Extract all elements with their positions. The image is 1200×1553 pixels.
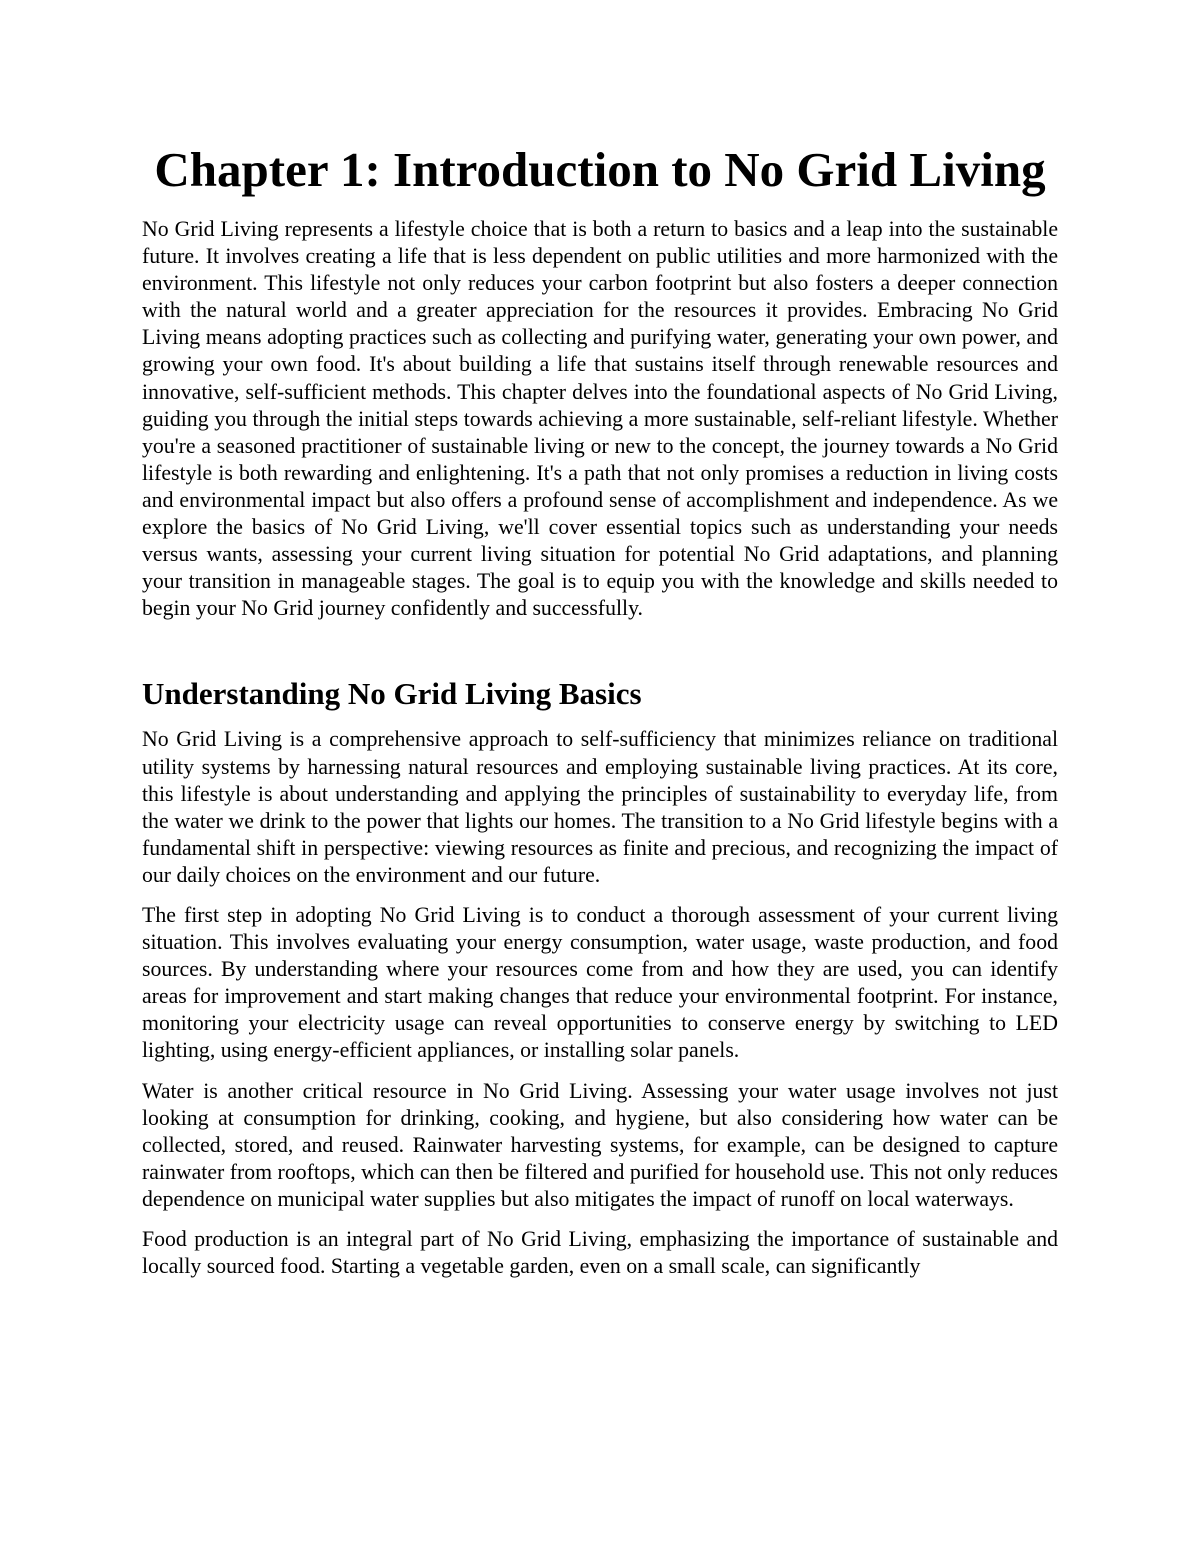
document-page [142,140,1058,1293]
section-heading: Understanding No Grid Living Basics [142,676,642,712]
section-paragraph-3: Water is another critical resource in No Grid Living. Assessing your water usage involves not just looking at consumption for drinking, cooking, and hygiene, but also considering how water can be collected, stored, and reused. Rainwater harvesting systems, for example, can be designed to capture rainwater from rooftops, which can then be filtered and purified for household use. This not only reduces dependence on municipal water supplies but also mitigates the impact of runoff on local waterways. [142,1078,1059,1211]
section-paragraph-4: Food production is an integral part of No Grid Living, emphasizing the importance of sustainable and locally sourced food. Starting a vegetable garden, even on a small scale, can significantly [142,1227,1058,1279]
section-paragraph-1: No Grid Living is a comprehensive approach to self-sufficiency that minimizes reliance on traditional utility systems by harnessing natural resources and employing sustainable living practices. At its core, this lifestyle is about understanding and applying the principles of sustainability to everyday life, from the water we drink to the power that lights our homes. The transition to a No Grid lifestyle begins with a fundamental shift in perspective: viewing resources as finite and precious, and recognizing the impact of our daily choices on the environment and our future. [142,727,1058,887]
chapter-title: Chapter 1: Introduction to No Grid Living [154,142,1046,197]
section-paragraph-2: The first step in adopting No Grid Living is to conduct a thorough assessment of your current living situation. This involves evaluating your energy consumption, water usage, waste production, and food sources. By understanding where your resources come from and how they are used, you can identify areas for improvement and start making changes that reduce your environmental footprint. For instance, monitoring your electricity usage can reveal opportunities to conserve energy by switching to LED lighting, using energy-efficient appliances, or installing solar panels. [142,902,1058,1063]
chapter-intro-paragraph: No Grid Living represents a lifestyle choice that is both a return to basics and a leap into the sustainable future. It involves creating a life that is less dependent on public utilities and more harmonized with the environment. This lifestyle not only reduces your carbon footprint but also fosters a deeper connection with the natural world and a greater appreciation for the resources it provides. Embracing No Grid Living means adopting practices such as collecting and purifying water, generating your own power, and growing your own food. It's about building a life that sustains itself through renewable resources and innovative, self-sufficient methods. This chapter delves into the foundational aspects of No Grid Living, guiding you through the initial steps towards achieving a more sustainable, self-reliant lifestyle. Whether you're a seasoned practitioner of sustainable living or new to the concept, the journey towards a No Grid lifestyle is both rewarding and enlightening. It's a path that not only promises a reduction in living costs and environmental impact but also offers a profound sense of accomplishment and independence. As we explore the basics of No Grid Living, we'll cover essential topics such as understanding your needs versus wants, assessing your current living situation for potential No Grid adaptations, and planning your transition in manageable stages. The goal is to equip you with the knowledge and skills needed to begin your No Grid journey confidently and successfully. [142,217,1058,621]
